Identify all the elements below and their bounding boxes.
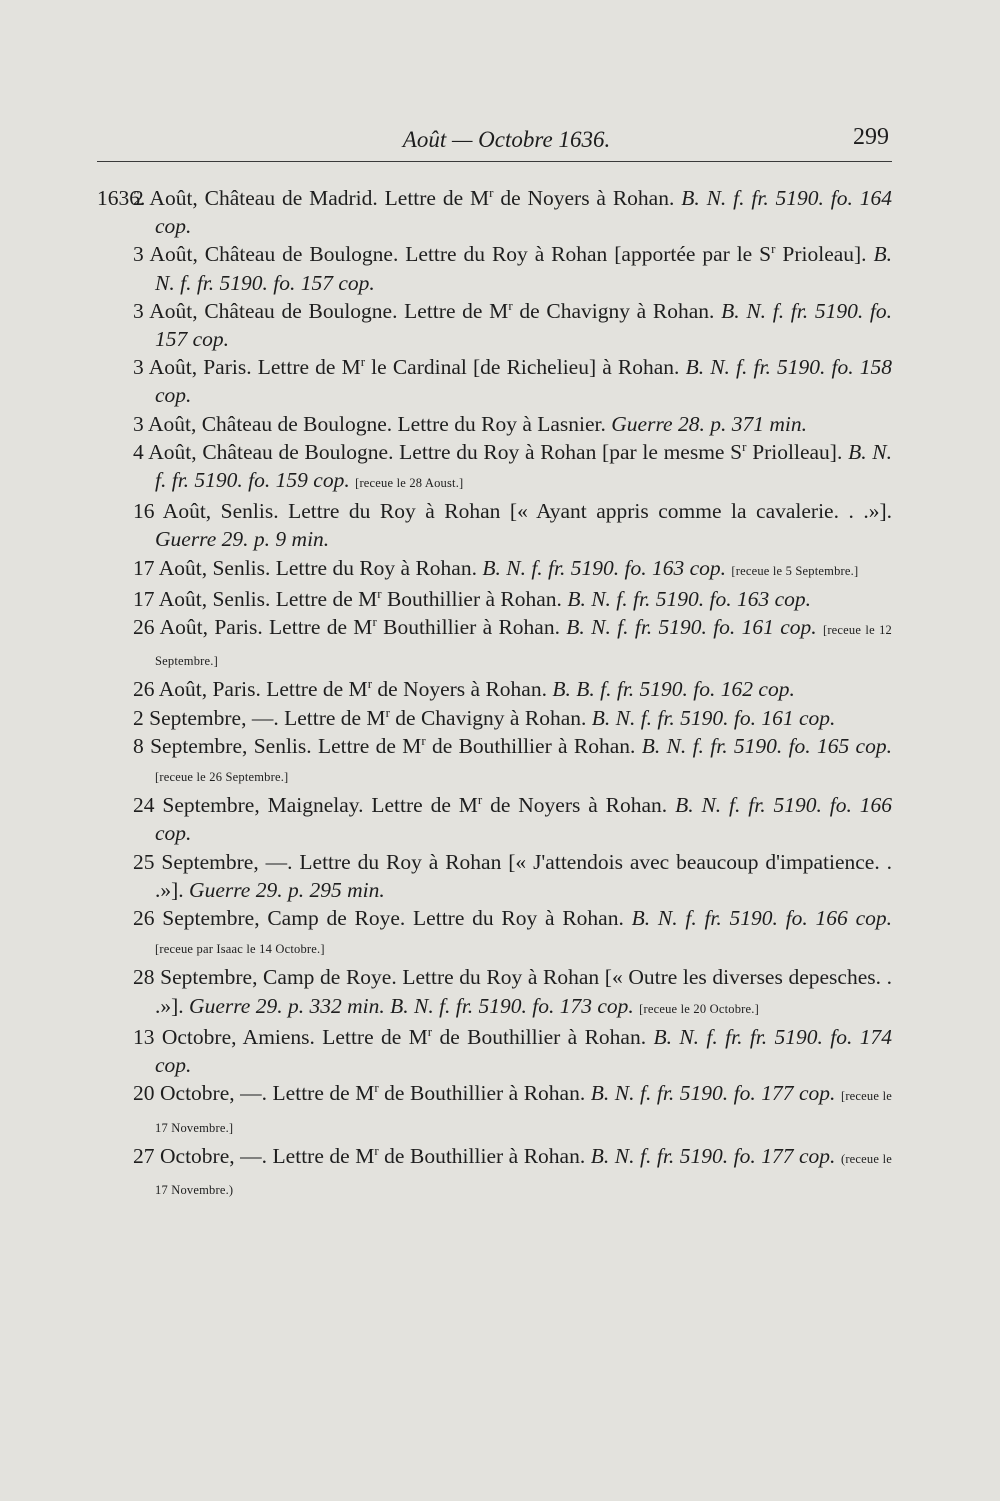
entry-text: 26 Septembre, Camp de Roye. Lettre du Roy à Rohan. bbox=[133, 906, 632, 931]
entry-text: 27 Octobre, —. Lettre de M bbox=[133, 1143, 375, 1168]
superscript: r bbox=[421, 732, 426, 748]
chronology-entry bbox=[97, 1079, 892, 1141]
receipt-note: [receue le 20 Octobre.] bbox=[639, 1001, 759, 1016]
citation: B. N. f. fr. 5190. fo. 163 cop. bbox=[482, 555, 727, 580]
superscript: r bbox=[374, 1080, 379, 1096]
entry-text: 24 Septembre, Maignelay. Lettre de M bbox=[133, 793, 478, 818]
superscript: r bbox=[374, 1142, 379, 1158]
entry-text: de Bouthillier à Rohan. bbox=[378, 1143, 591, 1168]
citation: B. N. f. fr. fr. 5190. fo. 174 cop. bbox=[155, 1024, 892, 1078]
superscript: r bbox=[367, 676, 373, 692]
citation: B. N. f. fr. 5190. fo. 164 cop. bbox=[155, 186, 892, 239]
entry-text: 20 Octobre, —. Lettre de M bbox=[133, 1081, 375, 1106]
citation: Guerre 29. p. 9 min. bbox=[155, 527, 330, 552]
chronology-entry bbox=[97, 704, 892, 732]
citation: B. N. f. fr. 5190. fo. 158 cop. bbox=[155, 355, 892, 408]
entry-text: 13 Octobre, Amiens. Lettre de M bbox=[133, 1024, 428, 1049]
entry-text: de Bouthillier à Rohan. bbox=[425, 733, 642, 758]
chronology-entry bbox=[97, 554, 892, 585]
chronology-entry bbox=[97, 297, 892, 353]
entry-text: 3 Août, Paris. Lettre de M bbox=[133, 355, 361, 380]
entry-text: 2 Août, Château de Madrid. Lettre de M bbox=[133, 186, 490, 210]
entry-text: 17 Août, Senlis. Lettre du Roy à Rohan. bbox=[133, 555, 483, 580]
citation: B. N. f. fr. 5190. fo. 177 cop. bbox=[590, 1081, 836, 1106]
chronology-entry bbox=[97, 1023, 892, 1079]
citation: B. N. f. fr. 5190. fo. 166 cop. bbox=[155, 793, 892, 846]
entry-text: 3 Août, Château de Boulogne. Lettre de M bbox=[133, 298, 509, 323]
entry-text: Prioleau]. bbox=[775, 242, 874, 267]
chronology-entry bbox=[97, 1142, 892, 1204]
superscript: r bbox=[477, 792, 483, 808]
citation: B. B. f. fr. 5190. fo. 162 cop. bbox=[552, 677, 795, 702]
entry-text: 26 Août, Paris. Lettre de M bbox=[133, 677, 368, 702]
chronology-entry bbox=[97, 497, 892, 553]
entry-text: 3 Août, Château de Boulogne. Lettre du Roy à Lasnier. bbox=[133, 411, 612, 436]
entry-text: de Noyers à Rohan. bbox=[372, 677, 553, 702]
chronology-entry bbox=[97, 353, 892, 409]
chronology-entry bbox=[97, 438, 892, 497]
running-head bbox=[97, 124, 892, 156]
citation: Guerre 28. p. 371 min. bbox=[611, 411, 807, 436]
chronology-list bbox=[97, 184, 892, 1204]
citation: B. N. f. fr. 5190. fo. 161 cop. bbox=[591, 705, 836, 730]
superscript: r bbox=[489, 185, 494, 200]
entry-text: 4 Août, Château de Boulogne. Lettre du Roy à Rohan [par le mesme S bbox=[133, 439, 743, 464]
receipt-note: [receue le 5 Septembre.] bbox=[731, 563, 859, 578]
running-head-title: Août — Octobre 1636. bbox=[402, 127, 611, 152]
citation: B. N. f. fr. 5190. fo. 163 cop. bbox=[567, 586, 811, 611]
citation: Guerre 29. p. 332 min. B. N. f. fr. 5190. fo. 173 cop. bbox=[189, 993, 634, 1018]
superscript: r bbox=[385, 704, 390, 720]
receipt-note: [receue le 28 Aoust.] bbox=[355, 476, 464, 491]
entry-text: 3 Août, Château de Boulogne. Lettre du Roy à Rohan [apportée par le S bbox=[133, 242, 772, 267]
entry-text: 16 Août, Senlis. Lettre du Roy à Rohan [« Ayant appris comme la cavalerie. . .»]. bbox=[133, 499, 892, 524]
superscript: r bbox=[771, 241, 776, 257]
citation: B. N. f. fr. 5190. fo. 159 cop. bbox=[155, 439, 892, 493]
citation: B. N. f. fr. 5190. fo. 157 cop. bbox=[155, 242, 893, 295]
entry-text: de Chavigny à Rohan. bbox=[389, 705, 592, 730]
receipt-note: [receue le 12 Septembre.] bbox=[155, 623, 892, 669]
entry-text: Priolleau]. bbox=[746, 439, 849, 464]
entry-text: Bouthillier à Rohan. bbox=[381, 586, 568, 611]
chronology-entry bbox=[97, 613, 892, 675]
superscript: r bbox=[427, 1023, 433, 1039]
entry-text: Bouthillier à Rohan. bbox=[376, 615, 567, 640]
superscript: r bbox=[377, 585, 382, 601]
citation: Guerre 29. p. 295 min. bbox=[189, 877, 385, 902]
entry-text: 8 Septembre, Senlis. Lettre de M bbox=[133, 733, 422, 758]
entry-text: de Chavigny à Rohan. bbox=[512, 298, 722, 323]
receipt-note: [receue par Isaac le 14 Octobre.] bbox=[155, 942, 325, 957]
entry-text: de Bouthillier à Rohan. bbox=[378, 1081, 591, 1106]
chronology-entry bbox=[97, 904, 892, 963]
chronology-entry bbox=[97, 184, 892, 240]
entry-text: 26 Août, Paris. Lettre de M bbox=[133, 615, 373, 640]
chronology-entry bbox=[97, 791, 892, 847]
chronology-entry bbox=[97, 240, 892, 296]
chronology-entry bbox=[97, 410, 892, 438]
superscript: r bbox=[742, 438, 747, 454]
citation: B. N. f. fr. 5190. fo. 165 cop. bbox=[641, 733, 892, 758]
receipt-note: (receue le 17 Novembre.) bbox=[155, 1151, 893, 1197]
entry-text: 17 Août, Senlis. Lettre de M bbox=[133, 586, 378, 611]
page-number: 299 bbox=[853, 124, 889, 150]
superscript: r bbox=[372, 614, 377, 630]
chronology-entry bbox=[97, 848, 892, 904]
receipt-note: [receue le 26 Septembre.] bbox=[155, 770, 289, 785]
entry-text: de Bouthillier à Rohan. bbox=[432, 1024, 654, 1049]
entry-text: de Noyers à Rohan. bbox=[493, 186, 682, 210]
entry-text: 2 Septembre, —. Lettre de M bbox=[133, 705, 386, 730]
year-label: 1636. bbox=[97, 186, 146, 210]
chronology-entry bbox=[97, 675, 892, 703]
superscript: r bbox=[508, 297, 513, 313]
citation: B. N. f. fr. 5190. fo. 177 cop. bbox=[590, 1143, 836, 1168]
receipt-note: [receue le 17 Novembre.] bbox=[155, 1089, 893, 1135]
header-rule bbox=[97, 161, 892, 162]
chronology-entry bbox=[97, 585, 892, 613]
citation: B. N. f. fr. 5190. fo. 161 cop. bbox=[566, 615, 817, 640]
superscript: r bbox=[360, 354, 366, 370]
entry-text: 28 Septembre, Camp de Roye. Lettre du Roy à Rohan [« Outre les diverses depesches. . .»]. bbox=[133, 965, 892, 1018]
chronology-entry bbox=[97, 963, 892, 1022]
entry-text: de Noyers à Rohan. bbox=[482, 793, 676, 818]
entry-text: le Cardinal [de Richelieu] à Rohan. bbox=[365, 355, 686, 380]
citation: B. N. f. fr. 5190. fo. 157 cop. bbox=[155, 298, 893, 352]
citation: B. N. f. fr. 5190. fo. 166 cop. bbox=[631, 906, 892, 931]
entry-text: 25 Septembre, —. Lettre du Roy à Rohan [« J'attendois avec beaucoup d'impatience. . .»]. bbox=[133, 849, 892, 902]
chronology-entry bbox=[97, 732, 892, 791]
